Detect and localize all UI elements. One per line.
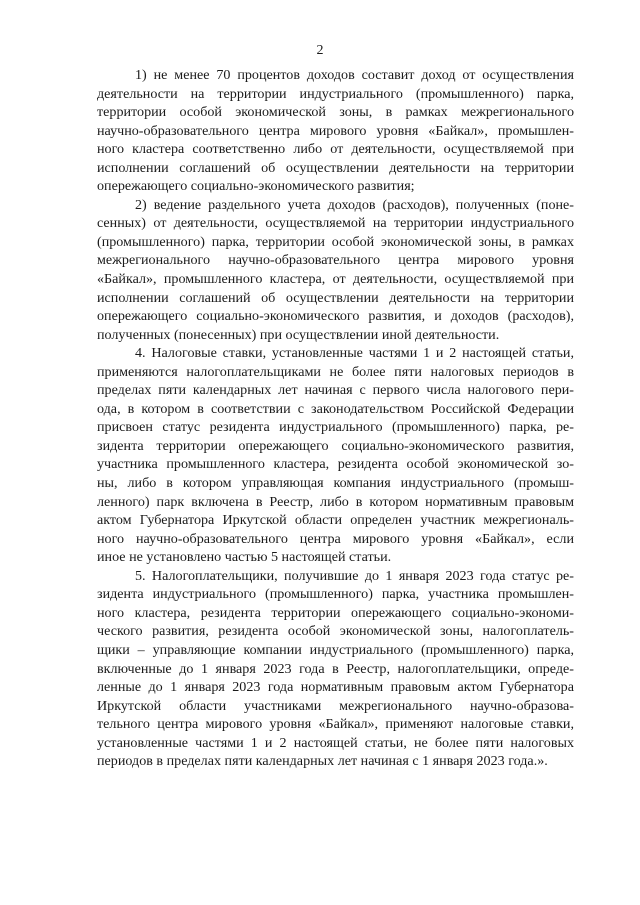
text-line: исполнении соглашений об осуществлении деятельности на территории (97, 289, 574, 306)
text-line: опережающего социально-экономического развития, и доходов (расходов), (97, 308, 574, 325)
text-line: межрегионального научно-образовательного центра мирового уровня (97, 252, 574, 269)
text-line: деятельности на территории индустриального (промышленного) парка, (97, 85, 574, 102)
text-line: пределах пяти календарных лет начиная с первого числа налогового пери- (97, 382, 574, 399)
text-line: ного научно-образовательного центра мирового уровня «Байкал», если (97, 530, 574, 547)
text-line: 1) не менее 70 процентов доходов составит доход от осуществления (135, 67, 574, 83)
text-line: сенных) от деятельности, осуществляемой на территории индустриального (97, 215, 574, 232)
text-line: зидента индустриального (промышленного) парка, участника промышлен- (97, 586, 574, 603)
text-line: актом Губернатора Иркутской области определен участник межрегиональ- (97, 512, 574, 529)
text-line: ода, в котором в соответствии с законодательством Российской Федерации (97, 400, 574, 417)
text-line: включенные до 1 января 2023 года в Реестр, налогоплательщики, опреде- (97, 660, 574, 677)
text-line: 2) ведение раздельного учета доходов (расходов), полученных (поне- (135, 196, 574, 213)
text-line: (промышленного) парка, территории особой экономической зоны, в рамках (97, 233, 574, 250)
text-line: опережающего социально-экономического развития; (97, 178, 415, 195)
text-line: ленного) парк включена в Реестр, либо в котором нормативным правовым (97, 493, 574, 510)
text-line: участника промышленного кластера, резидента особой экономической зо- (97, 456, 574, 473)
text-line: 5. Налогоплательщики, получившие до 1 января 2023 года статус ре- (135, 567, 574, 584)
text-line: тельного центра мирового уровня «Байкал», применяют налоговые ставки, (97, 716, 574, 733)
text-line: периодов в пределах пяти календарных лет начиная с 1 января 2023 года.». (97, 753, 548, 770)
paragraph (97, 66, 574, 196)
paragraph (97, 196, 574, 344)
text-line: территории особой экономической зоны, в рамках межрегионального (97, 104, 574, 121)
text-line: 4. Налоговые ставки, установленные частями 1 и 2 настоящей статьи, (135, 345, 574, 362)
text-line: Иркутской области участниками межрегионального научно-образова- (97, 697, 574, 714)
document-body (97, 66, 574, 771)
text-line: присвоен статус резидента индустриального (промышленного) парка, ре- (97, 419, 574, 436)
page-number: 2 (316, 43, 324, 58)
text-line: применяются налогоплательщиками не более пяти налоговых периодов в (97, 363, 574, 380)
text-line: ленные до 1 января 2023 года нормативным правовым актом Губернатора (97, 679, 574, 696)
text-line: исполнении соглашений об осуществлении деятельности на территории (97, 159, 574, 176)
text-line: ного кластера соответственно либо от деятельности, осуществляемой при (97, 141, 574, 158)
paragraph (97, 567, 574, 771)
text-line: зидента территории опережающего социально-экономического развития, (97, 437, 574, 454)
paragraph (97, 344, 574, 567)
text-line: ны, либо в котором управляющая компания индустриального (промыш- (97, 475, 574, 492)
text-line: иное не установлено частью 5 настоящей статьи. (97, 549, 392, 566)
text-line: «Байкал», промышленного кластера, от деятельности, осуществляемой при (97, 271, 574, 288)
text-line: ного кластера, резидента территории опережающего социально-экономи- (97, 604, 574, 621)
text-line: щики – управляющие компании индустриального (промышленного) парка, (97, 641, 574, 658)
text-line: научно-образовательного центра мирового уровня «Байкал», промышлен- (97, 122, 574, 139)
text-line: полученных (понесенных) при осуществлении иной деятельности. (97, 326, 500, 343)
text-line: ческого развития, резидента особой экономической зоны, налогоплатель- (97, 623, 574, 640)
text-line: установленные частями 1 и 2 настоящей статьи, не более пяти налоговых (97, 734, 574, 751)
